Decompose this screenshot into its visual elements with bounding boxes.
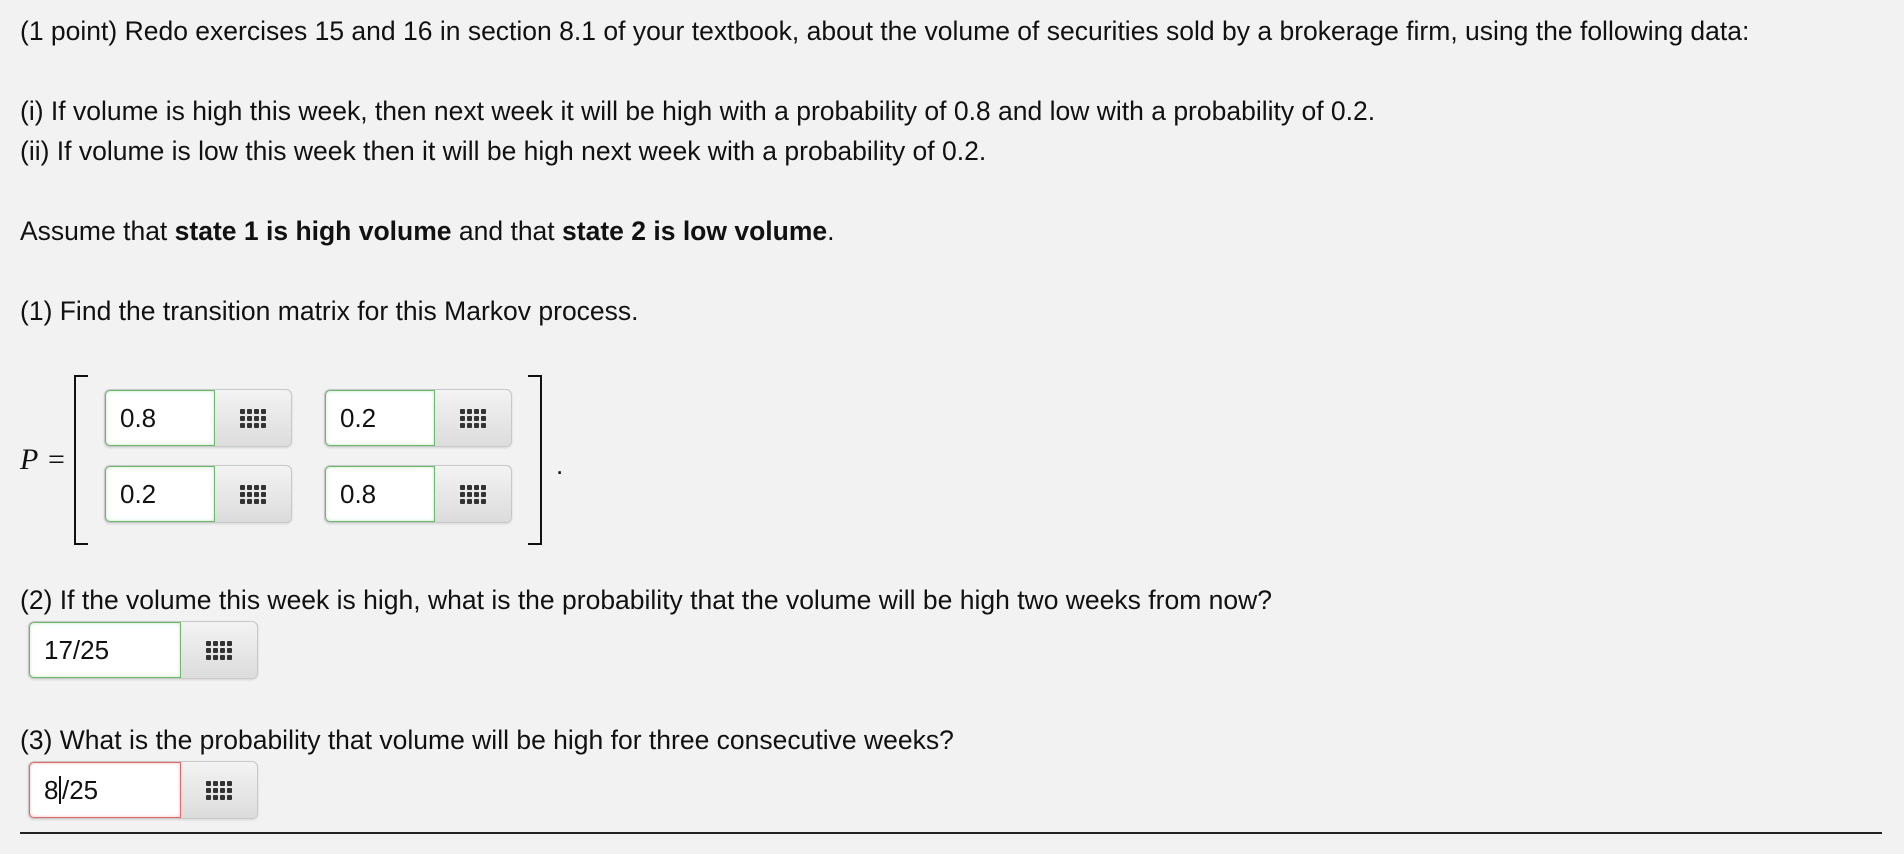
grid-palette-icon xyxy=(240,485,266,504)
grid-palette-icon xyxy=(240,409,266,428)
answer-text-after-caret: /25 xyxy=(61,774,99,805)
grid-palette-icon xyxy=(460,485,486,504)
matrix-label: P xyxy=(20,443,39,476)
matrix-cell-r2c1 xyxy=(104,465,292,523)
answer-tool-button[interactable] xyxy=(181,622,257,678)
text-caret xyxy=(59,776,61,804)
assumption-text xyxy=(20,216,835,247)
question-2: (2) If the volume this week is high, what is the probability that the volume will be high two weeks from now? xyxy=(20,585,1272,615)
grid-palette-icon xyxy=(460,409,486,428)
matrix-cell-r2c2 xyxy=(324,465,512,523)
data-line-i: (i) If volume is high this week, then next week it will be high with a probability of 0.8 and low with a probability of 0.2. xyxy=(20,96,1376,126)
matrix-left-bracket xyxy=(74,375,88,545)
answer-input-q2[interactable]: 17/25 xyxy=(29,622,181,678)
question-1: (1) Find the transition matrix for this Markov process. xyxy=(20,296,639,326)
matrix-cell-r1c1 xyxy=(104,389,292,447)
answer-tool-button[interactable] xyxy=(435,466,511,522)
assumption-prefix: Assume that xyxy=(20,216,175,246)
answer-tool-button[interactable] xyxy=(181,762,257,818)
bottom-divider xyxy=(20,832,1882,834)
question-3: (3) What is the probability that volume will be high for three consecutive weeks? xyxy=(20,725,954,755)
matrix-input-r2c2[interactable]: 0.8 xyxy=(325,466,435,522)
problem-intro: (1 point) Redo exercises 15 and 16 in section 8.1 of your textbook, about the volume of securities sold by a brokerage firm, using the following data: xyxy=(20,16,1750,46)
matrix-equals: = xyxy=(48,443,65,476)
grid-palette-icon xyxy=(206,641,232,660)
answer-tool-button[interactable] xyxy=(215,390,291,446)
answer-text-before-caret: 8 xyxy=(44,774,59,805)
state1-definition: state 1 is high volume xyxy=(174,216,452,246)
answer-tool-button[interactable] xyxy=(215,466,291,522)
matrix-period: . xyxy=(556,450,564,480)
answer-input-q3[interactable] xyxy=(29,762,181,818)
answer-box-q3 xyxy=(28,761,258,819)
assumption-mid: and that xyxy=(451,216,563,246)
data-line-ii: (ii) If volume is low this week then it will be high next week with a probability of 0.2. xyxy=(20,136,987,166)
matrix-input-r1c1[interactable]: 0.8 xyxy=(105,390,215,446)
answer-tool-button[interactable] xyxy=(435,390,511,446)
assumption-suffix: . xyxy=(827,216,835,246)
matrix-input-r2c1[interactable]: 0.2 xyxy=(105,466,215,522)
matrix-right-bracket xyxy=(528,375,542,545)
state2-definition: state 2 is low volume xyxy=(562,216,828,246)
grid-palette-icon xyxy=(206,781,232,800)
answer-box-q2 xyxy=(28,621,258,679)
matrix-input-r1c2[interactable]: 0.2 xyxy=(325,390,435,446)
matrix-cell-r1c2 xyxy=(324,389,512,447)
